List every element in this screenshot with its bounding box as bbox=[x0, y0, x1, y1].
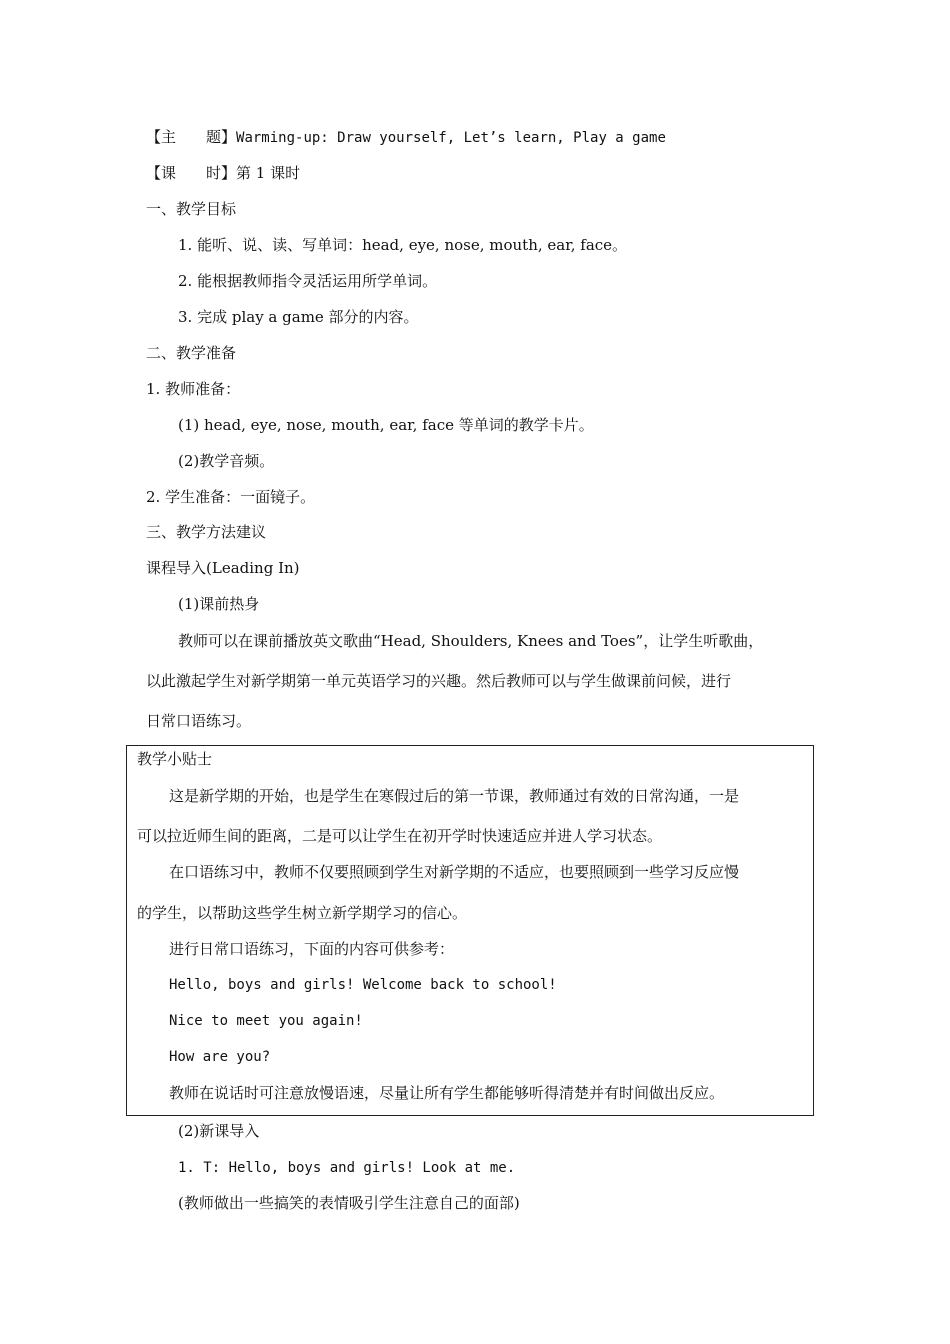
tips-para4: 教师在说话时可注意放慢语速，尽量让所有学生都能够听得清楚并有时间做出反应。 bbox=[169, 1084, 725, 1102]
tips-dialogue-3: How are you? bbox=[169, 1049, 271, 1065]
new-lesson-line-1 bbox=[178, 1157, 515, 1177]
warmup-paragraph-line-1: 教师可以在课前播放英文歌曲“Head, Shoulders, Knees and Toes”，让学生听歌曲， bbox=[178, 632, 764, 650]
new-lesson-heading: (2)新课导入 bbox=[178, 1122, 260, 1140]
tips-para1-line2: 可以拉近师生间的距离，二是可以让学生在初开学时快速适应并进人学习状态。 bbox=[137, 827, 663, 845]
new-lesson-note: (教师做出一些搞笑的表情吸引学生注意自己的面部) bbox=[178, 1194, 520, 1212]
leading-in-heading: 课程导入(Leading In) bbox=[146, 559, 300, 577]
tips-dialogue-2: Nice to meet you again! bbox=[169, 1013, 363, 1029]
teacher-prep-label: 1. 教师准备： bbox=[146, 380, 241, 398]
section-heading-objectives: 一、教学目标 bbox=[146, 200, 237, 218]
tips-dialogue-1: Hello, boys and girls! Welcome back to school! bbox=[169, 977, 557, 993]
warmup-heading: (1)课前热身 bbox=[178, 595, 260, 613]
topic-value: Warming-up: Draw yourself, Let’s learn, Play a game bbox=[236, 130, 666, 146]
student-prep: 2. 学生准备：一面镜子。 bbox=[146, 488, 316, 506]
tips-para1-line1: 这是新学期的开始，也是学生在寒假过后的第一节课，教师通过有效的日常沟通，一是 bbox=[169, 787, 740, 805]
tips-title: 教学小贴士 bbox=[137, 750, 213, 768]
objective-item-3: 3. 完成 play a game 部分的内容。 bbox=[178, 308, 419, 326]
period-value: 第 1 课时 bbox=[236, 164, 301, 182]
tips-para2-line2: 的学生，以帮助这些学生树立新学期学习的信心。 bbox=[137, 904, 468, 922]
new-lesson-line-1-text: 1. T: Hello, boys and girls! Look at me. bbox=[178, 1160, 516, 1176]
teacher-prep-item-2: (2)教学音频。 bbox=[178, 452, 275, 470]
section-heading-methods: 三、教学方法建议 bbox=[146, 523, 267, 541]
tips-para3: 进行日常口语练习，下面的内容可供参考： bbox=[169, 940, 455, 958]
objective-item-2: 2. 能根据教师指令灵活运用所学单词。 bbox=[178, 272, 438, 290]
warmup-paragraph-line-3: 日常口语练习。 bbox=[146, 712, 252, 730]
period-line bbox=[146, 163, 300, 183]
period-label: 【课 时】 bbox=[146, 164, 237, 182]
warmup-paragraph-line-2: 以此激起学生对新学期第一单元英语学习的兴趣。然后教师可以与学生做课前问候，进行 bbox=[146, 672, 732, 690]
section-heading-preparation: 二、教学准备 bbox=[146, 344, 237, 362]
tips-para2-line1: 在口语练习中，教师不仅要照顾到学生对新学期的不适应，也要照顾到一些学习反应慢 bbox=[169, 863, 740, 881]
teacher-prep-item-1: (1) head, eye, nose, mouth, ear, face 等单词的教学卡片。 bbox=[178, 416, 594, 434]
topic-line bbox=[146, 127, 666, 147]
topic-label: 【主 题】 bbox=[146, 128, 237, 146]
objective-item-1: 1. 能听、说、读、写单词：head, eye, nose, mouth, ear, face。 bbox=[178, 236, 628, 254]
